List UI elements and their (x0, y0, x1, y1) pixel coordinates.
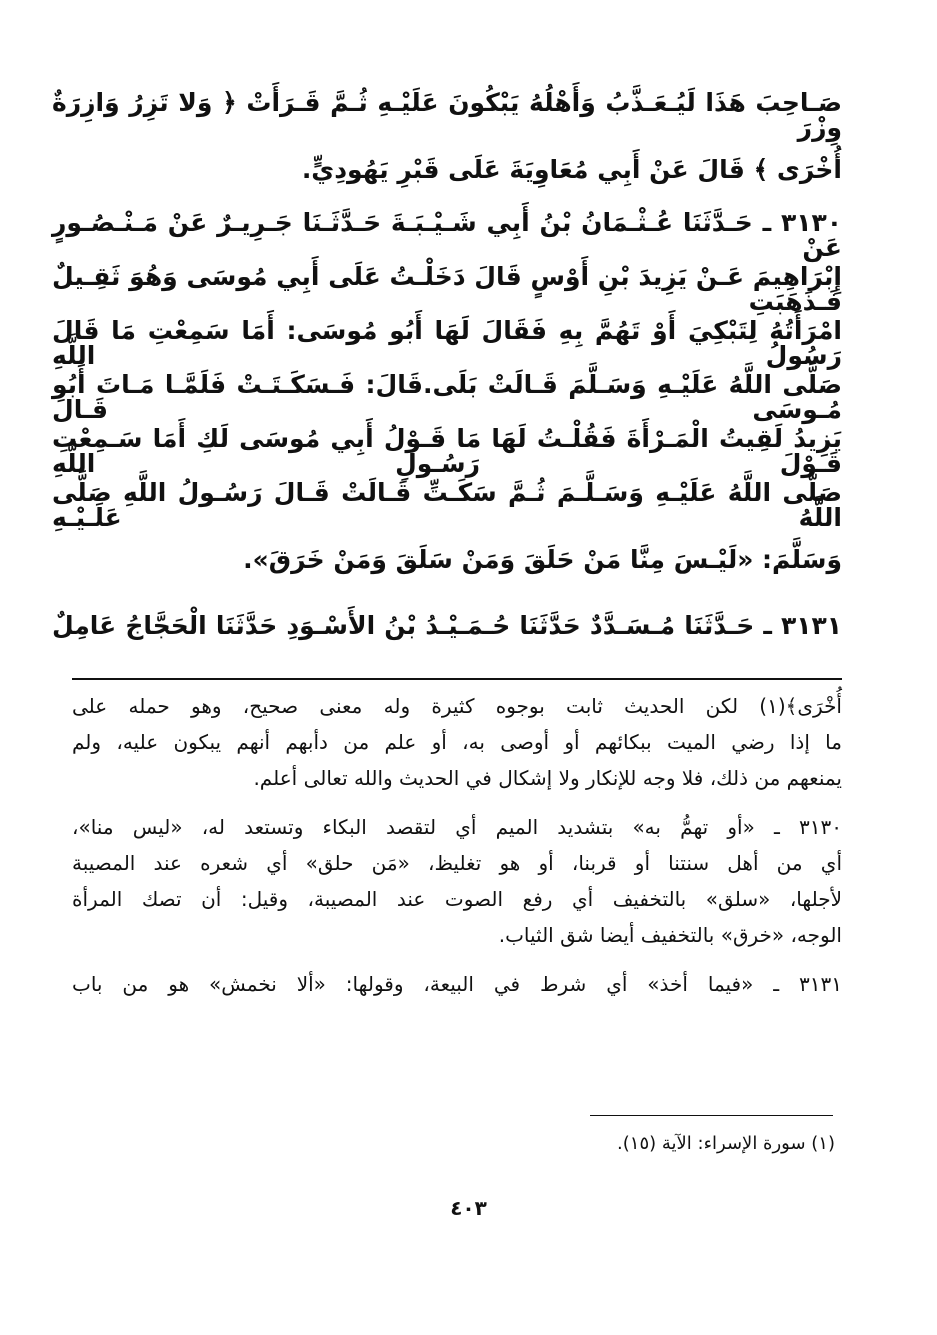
text-line: امْرَأَتُهُ لِتَبْكِيَ أَوْ تَهُمَّ بِهِ فَقَالَ لَهَا أَبُو مُوسَى: أَمَا سَمِعْتِ مَا قَالَ رَسُولُ اللَّهِ (52, 316, 842, 370)
text-line: صَلَّى اللَّهُ عَلَيْـهِ وَسَـلَّمَ قَـالَتْ بَلَى.قَالَ: فَـسَكَـتَـتْ فَلَمَّـا مَـاتَ أَبُو مُـوسَى قَـالَ (52, 370, 842, 424)
hadith-text (52, 88, 842, 652)
commentary-line: يمنعهم من ذلك، فلا وجه للإنكار ولا إشكال في الحديث والله تعالى أعلم. (253, 766, 842, 790)
commentary-line: أي من أهل سنتنا أو قربنا، أو هو تغليظ، «مَن حلق» أي شعره عند المصيبة (72, 851, 842, 875)
commentary-line: الوجه، «خرق» بالتخفيف أيضا شق الثياب. (498, 923, 842, 947)
hadith-3131-line: ٣١٣١ ـ حَـدَّثَنَا مُـسَـدَّدٌ حَدَّثَنَا حُـمَـيْـدُ بْنُ الأَسْـوَدِ حَدَّثَنَا الْحَجَّاجُ عَامِلٌ (52, 610, 842, 640)
text-line: صَلَّى اللَّهُ عَلَيْـهِ وَسَـلَّـمَ ثُـمَّ سَكَـتِّ قَـالَتْ قَـالَ رَسُـولُ اللَّهِ صَلَّى اللَّهُ عَلَـيْـهِ (52, 478, 842, 532)
hadith-3130-line: ٣١٣٠ ـ حَـدَّثَنَا عُـثْـمَانُ بْنُ أَبِي شَـيْـبَـةَ حَـدَّثَـنَا جَـرِيـرٌ عَنْ مَـنْـصُـورٍ عَنْ (52, 208, 842, 262)
text-line: إِبْرَاهِيمَ عَـنْ يَزِيدَ بْنِ أَوْسٍ قَالَ دَخَلْـتُ عَلَى أَبِي مُوسَى وَهُوَ ثَقِـيلٌ فَـذَهَبَتِ (52, 262, 842, 316)
page-number: ٤٠٣ (450, 1196, 487, 1220)
footnote: (١) سورة الإسراء: الآية (١٥). (617, 1133, 835, 1154)
text-line: أُخْرَى ﴾ قَالَ عَنْ أَبِي مُعَاوِيَةَ عَلَى قَبْرِ يَهُودِيٍّ. (301, 154, 842, 184)
commentary-line: ٣١٣٠ ـ «أو تهمُّ به» بتشديد الميم أي لتقصد البكاء وتستعد له، «ليس منا»، (72, 815, 842, 839)
commentary-line: لأجلها، «سلق» بالتخفيف أي رفع الصوت عند المصيبة، وقيل: أن تصك المرأة (72, 887, 842, 911)
commentary (72, 688, 842, 1002)
footnote-rule (590, 1115, 833, 1116)
commentary-line: ما إذا رضي الميت ببكائهم أو أوصى به، أو علم من دأبهم أنهم يبكون عليه، ولم (72, 730, 842, 754)
commentary-line: ٣١٣١ ـ «فيما أخذ» أي شرط في البيعة، وقولها: «ألا نخمش» هو من باب (72, 972, 842, 996)
text-line: وَسَلَّمَ: «لَيْـسَ مِنَّا مَنْ حَلَقَ وَمَنْ سَلَقَ وَمَنْ خَرَقَ». (243, 544, 842, 574)
text-line: صَـاحِبَ هَذَا لَيُـعَـذَّبُ وَأَهْلُهُ يَبْكُونَ عَلَيْـهِ ثُـمَّ قَـرَأَتْ ﴿ وَلا تَزِرُ وَازِرَةٌ وِزْرَ (52, 88, 842, 142)
separator-rule (72, 678, 842, 680)
text-line: يَزِيدُ لَقِيتُ الْمَـرْأَةَ فَقُلْـتُ لَهَا مَا قَـوْلُ أَبِي مُوسَى لَكِ أَمَا سَـمِعْتِ قَـوْلَ رَسُـولِ اللَّهِ (52, 424, 842, 478)
commentary-line: أُخْرَى﴾(١) لكن الحديث ثابت بوجوه كثيرة وله معنى صحيح، وهو حمله على (72, 694, 842, 718)
